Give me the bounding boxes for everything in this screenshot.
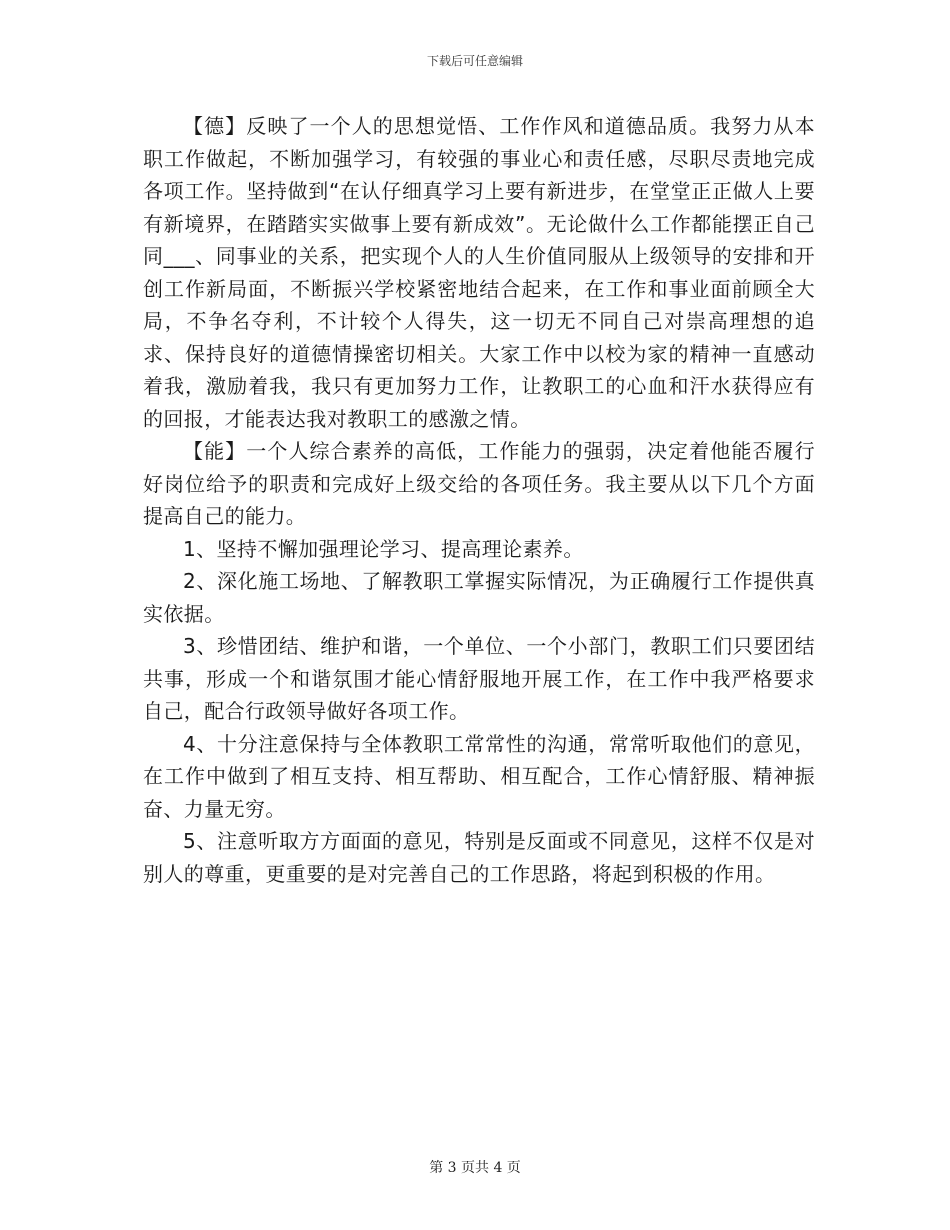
list-item-4: 4、十分注意保持与全体教职工常常性的沟通，常常听取他们的意见，在工作中做到了相互支持、相互帮助、相互配合，工作心情舒服、精神振奋、力量无穷。 <box>143 731 815 821</box>
list-item-1: 1、坚持不懈加强理论学习、提高理论素养。 <box>183 536 584 561</box>
paragraph-neng: 【能】一个人综合素养的高低，工作能力的强弱，决定着他能否履行好岗位给予的职责和完成好上级交给的各项任务。我主要从以下几个方面提高自己的能力。 <box>143 439 815 528</box>
page-footer: 第 3 页共 4 页 <box>429 1160 521 1176</box>
paragraph-de: 【德】反映了一个人的思想觉悟、工作作风和道德品质。我努力从本职工作做起，不断加强学习，有较强的事业心和责任感，尽职尽责地完成各项工作。坚持做到“在认仔细真学习上要有新进步，在堂堂正正做人上要有新境界，在踏踏实实做事上要有新成效”。无论做什么工作都能摆正自己同___、同事业的关系，把实现个人的人生价值同服从上级领导的安排和开创工作新局面，不断振兴学校紧密地结合起来，在工作和事业面前顾全大局，不争名夺利，不计较个人得失，这一切无不同自己对崇高理想的追求、保持良好的道德情操密切相关。大家工作中以校为家的精神一直感动着我，激励着我，我只有更加努力工作，让教职工的心血和汗水获得应有的回报，才能表达我对教职工的感激之情。 <box>143 114 815 431</box>
document-body <box>143 110 815 890</box>
page-header: 下载后可任意编辑 <box>426 54 523 68</box>
list-item-3: 3、珍惜团结、维护和谐，一个单位、一个小部门，教职工们只要团结共事，形成一个和谐氛围才能心情舒服地开展工作，在工作中我严格要求自己，配合行政领导做好各项工作。 <box>143 634 815 723</box>
list-item-5: 5、注意听取方方面面的意见，特别是反面或不同意见，这样不仅是对别人的尊重，更重要的是对完善自己的工作思路，将起到积极的作用。 <box>143 829 815 886</box>
list-item-2: 2、深化施工场地、了解教职工掌握实际情况，为正确履行工作提供真实依据。 <box>143 569 815 626</box>
